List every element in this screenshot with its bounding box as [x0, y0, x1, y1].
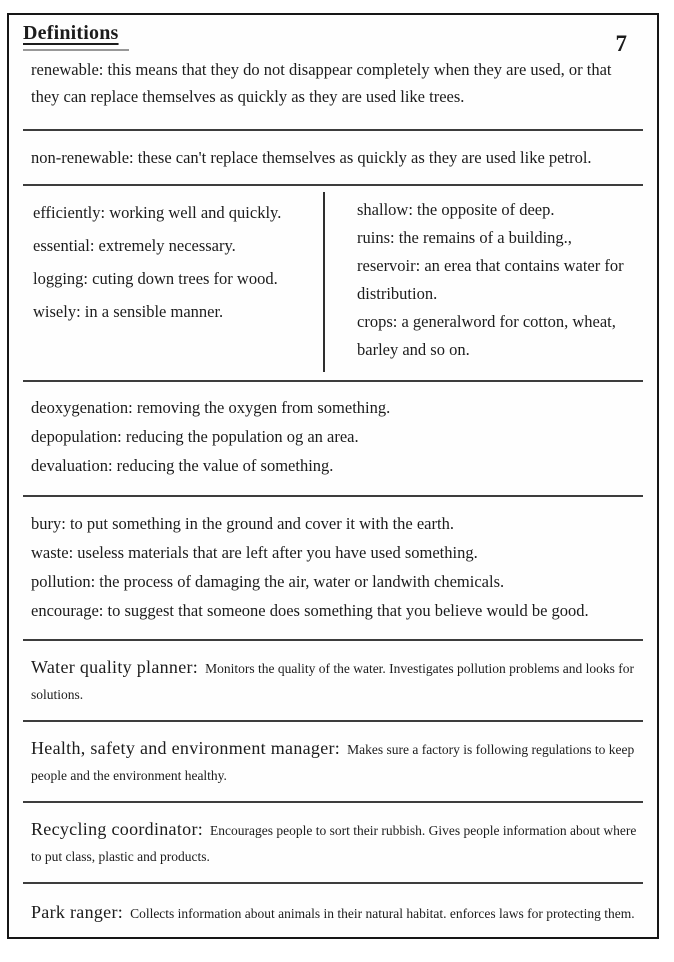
- definition-renewable: renewable: this means that they do not disappear completely when they are used, or that they can replace themselves as quickly as they are used like trees.: [31, 60, 612, 106]
- job-title: Park ranger:: [31, 902, 124, 922]
- section-waste-words: [21, 497, 645, 639]
- section-job-recycling-coordinator: [21, 803, 645, 882]
- definition-essential: essential: extremely necessary.: [33, 236, 236, 255]
- definition-shallow: shallow: the opposite of deep.: [357, 200, 555, 219]
- section-non-renewable: [21, 131, 645, 184]
- job-entry: [31, 816, 639, 870]
- section-job-health-safety-manager: [21, 722, 645, 801]
- definition-waste: waste: useless materials that are left after you have used something.: [31, 543, 478, 562]
- definition-depopulation: depopulation: reducing the population og an area.: [31, 427, 359, 446]
- page-number: 7: [615, 31, 627, 56]
- definition-non-renewable: non-renewable: these can't replace themselves as quickly as they are used like petrol.: [31, 148, 592, 167]
- definition-ruins: ruins: the remains of a building.,: [357, 228, 572, 247]
- section-renewable: [21, 51, 645, 129]
- page-header: [21, 15, 645, 51]
- job-title: Water quality planner:: [31, 657, 199, 677]
- job-title: Recycling coordinator:: [31, 819, 204, 839]
- section-job-park-ranger: [21, 884, 645, 941]
- definition-pollution: pollution: the process of damaging the air, water or landwith chemicals.: [31, 572, 505, 591]
- definition-bury: bury: to put something in the ground and cover it with the earth.: [31, 514, 454, 533]
- job-description: Makes sure a factory is following regulations to keep people and the environment healthy.: [31, 742, 635, 783]
- definition-crops: crops: a generalword for cotton, wheat, barley and so on.: [357, 312, 616, 359]
- document-page: [7, 13, 659, 939]
- definition-devaluation: devaluation: reducing the value of something.: [31, 456, 334, 475]
- job-description: Collects information about animals in their natural habitat. enforces laws for protecting them.: [130, 906, 635, 921]
- definition-deoxygenation: deoxygenation: removing the oxygen from something.: [31, 398, 391, 417]
- job-title: Health, safety and environment manager:: [31, 738, 341, 758]
- definition-reservoir: reservoir: an erea that contains water for distribution.: [357, 256, 624, 303]
- job-description: Monitors the quality of the water. Investigates pollution problems and looks for solutions.: [31, 661, 635, 702]
- section-de-words: [21, 382, 645, 495]
- two-column-right: [325, 192, 645, 372]
- definition-logging: logging: cuting down trees for wood.: [33, 269, 278, 288]
- section-two-column: [21, 186, 645, 380]
- job-entry: [31, 735, 639, 789]
- page-title-underline: [23, 22, 129, 51]
- two-column-left: [21, 192, 325, 372]
- definition-efficiently: efficiently: working well and quickly.: [33, 203, 282, 222]
- job-entry: [31, 899, 639, 927]
- definition-encourage: encourage: to suggest that someone does something that you believe would be good.: [31, 601, 589, 620]
- definition-wisely: wisely: in a sensible manner.: [33, 302, 224, 321]
- job-description: Encourages people to sort their rubbish. Gives people information about where to put class, plastic and products.: [31, 823, 637, 864]
- section-job-water-quality-planner: [21, 641, 645, 720]
- job-entry: [31, 654, 639, 708]
- page-title: Definitions: [23, 22, 119, 44]
